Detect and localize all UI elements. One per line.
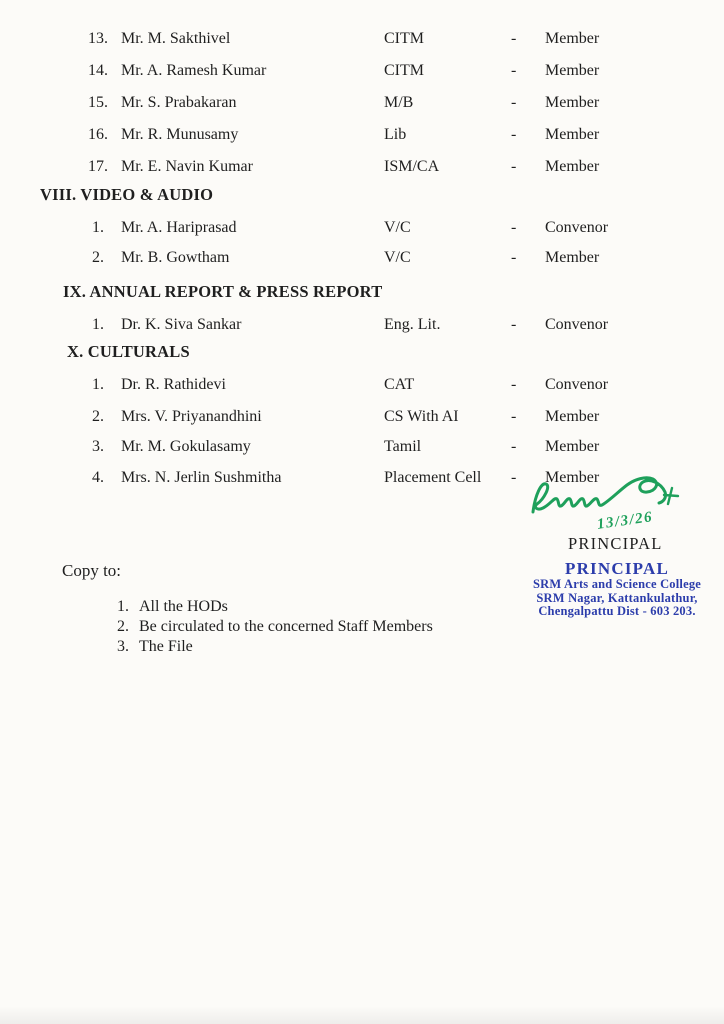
- member-number: 1.: [92, 219, 104, 236]
- member-name: Mr. B. Gowtham: [121, 249, 230, 266]
- member-name: Dr. K. Siva Sankar: [121, 316, 242, 333]
- copy-to-label: Copy to:: [62, 561, 122, 580]
- member-number: 1.: [92, 316, 104, 333]
- member-number: 17.: [88, 158, 108, 175]
- member-role: Convenor: [545, 219, 609, 236]
- stamp-district: Chengalpattu Dist - 603 203.: [538, 604, 696, 618]
- member-dept: CITM: [384, 62, 424, 79]
- member-name: Mr. R. Munusamy: [121, 126, 239, 143]
- member-dept: V/C: [384, 249, 411, 266]
- separator-dash: -: [511, 376, 517, 393]
- member-number: 2.: [92, 249, 104, 266]
- member-number: 2.: [92, 408, 104, 425]
- separator-dash: -: [511, 408, 517, 425]
- separator-dash: -: [511, 316, 517, 333]
- separator-dash: -: [511, 30, 517, 47]
- copy-to-item: [0, 617, 500, 637]
- member-role: Convenor: [545, 376, 609, 393]
- table-row: [0, 156, 724, 178]
- member-number: 3.: [92, 438, 104, 455]
- table-row: [0, 92, 724, 114]
- section-heading-video-audio: VIII. VIDEO & AUDIO: [40, 185, 214, 204]
- member-name: Mrs. N. Jerlin Sushmitha: [121, 469, 282, 486]
- member-number: 15.: [88, 94, 108, 111]
- table-row: [0, 60, 724, 82]
- member-dept: Eng. Lit.: [384, 316, 441, 333]
- separator-dash: -: [511, 158, 517, 175]
- copy-item-text: The File: [139, 638, 193, 655]
- member-role: Member: [545, 469, 600, 486]
- separator-dash: -: [511, 126, 517, 143]
- copy-item-number: 2.: [117, 618, 129, 635]
- separator-dash: -: [511, 469, 517, 486]
- member-name: Mr. A. Ramesh Kumar: [121, 62, 267, 79]
- principal-label: PRINCIPAL: [568, 534, 663, 553]
- member-dept: M/B: [384, 94, 414, 111]
- section-heading-annual-report: IX. ANNUAL REPORT & PRESS REPORT: [63, 282, 383, 301]
- signature-date: 13/3/26: [596, 509, 655, 533]
- table-row: [0, 28, 724, 50]
- copy-item-text: All the HODs: [139, 598, 228, 615]
- member-name: Dr. R. Rathidevi: [121, 376, 226, 393]
- member-name: Mr. M. Gokulasamy: [121, 438, 251, 455]
- stamp-title: PRINCIPAL: [565, 559, 669, 578]
- member-number: 13.: [88, 30, 108, 47]
- member-dept: Lib: [384, 126, 407, 143]
- member-role: Member: [545, 158, 600, 175]
- member-name: Mr. M. Sakthivel: [121, 30, 231, 47]
- member-role: Member: [545, 126, 600, 143]
- stamp-address: SRM Nagar, Kattankulathur,: [536, 590, 698, 605]
- stamp-college: SRM Arts and Science College: [532, 577, 702, 591]
- table-row: [0, 374, 724, 396]
- member-role: Convenor: [545, 316, 609, 333]
- separator-dash: -: [511, 62, 517, 79]
- member-dept: Tamil: [384, 438, 422, 455]
- member-name: Mrs. V. Priyanandhini: [121, 408, 262, 425]
- member-dept: Placement Cell: [384, 469, 482, 486]
- member-role: Member: [545, 94, 600, 111]
- table-row: [0, 217, 724, 239]
- member-number: 14.: [88, 62, 108, 79]
- member-role: Member: [545, 438, 600, 455]
- copy-item-number: 3.: [117, 638, 129, 655]
- principal-stamp: [512, 559, 722, 619]
- member-role: Member: [545, 30, 600, 47]
- member-dept: V/C: [384, 219, 411, 236]
- separator-dash: -: [511, 249, 517, 266]
- section-heading-culturals: X. CULTURALS: [67, 342, 190, 361]
- member-role: Member: [545, 62, 600, 79]
- member-dept: ISM/CA: [384, 158, 440, 175]
- member-dept: CITM: [384, 30, 424, 47]
- member-name: Mr. S. Prabakaran: [121, 94, 237, 111]
- member-dept: CS With AI: [384, 408, 459, 425]
- table-row: [0, 124, 724, 146]
- member-number: 1.: [92, 376, 104, 393]
- member-name: Mr. E. Navin Kumar: [121, 158, 253, 175]
- member-role: Member: [545, 249, 600, 266]
- member-number: 4.: [92, 469, 104, 486]
- table-row: [0, 314, 724, 336]
- member-dept: CAT: [384, 376, 415, 393]
- separator-dash: -: [511, 219, 517, 236]
- copy-item-text: Be circulated to the concerned Staff Members: [139, 618, 433, 635]
- member-role: Member: [545, 408, 600, 425]
- table-row: [0, 247, 724, 269]
- table-row: [0, 436, 724, 458]
- copy-item-number: 1.: [117, 598, 129, 615]
- separator-dash: -: [511, 94, 517, 111]
- member-number: 16.: [88, 126, 108, 143]
- copy-to-item: [0, 637, 500, 657]
- copy-to-item: [0, 597, 500, 617]
- member-name: Mr. A. Hariprasad: [121, 219, 237, 236]
- table-row: [0, 406, 724, 428]
- separator-dash: -: [511, 438, 517, 455]
